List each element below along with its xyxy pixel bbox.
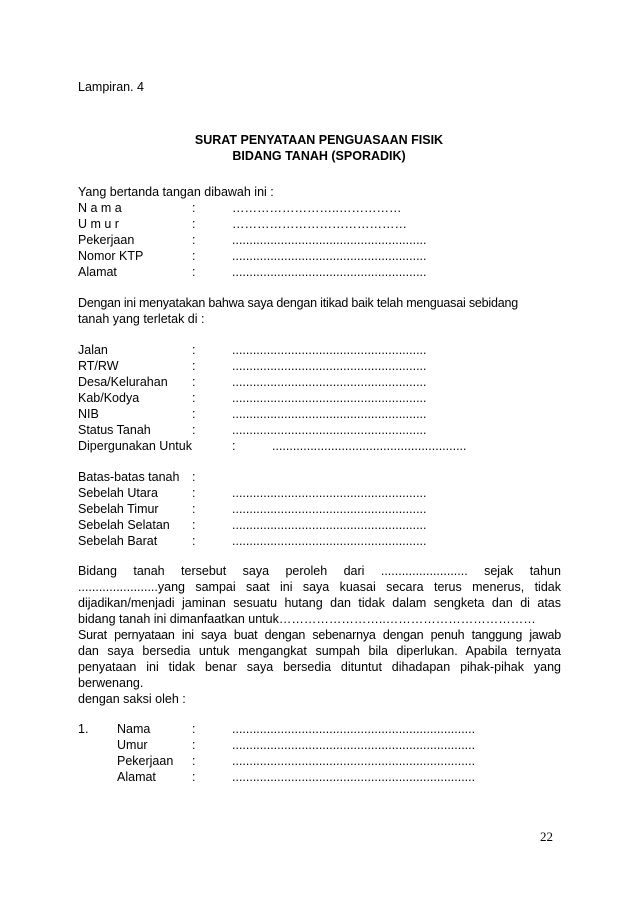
land-blank-village: ........................................................	[232, 375, 427, 389]
field-label-id-number: Nomor KTP	[78, 249, 144, 263]
land-blank-usage: ........................................................	[272, 439, 467, 453]
field-colon: :	[192, 375, 196, 389]
title-line-2: BIDANG TANAH (SPORADIK)	[232, 149, 406, 163]
land-label-usage: Dipergunakan Untuk	[78, 439, 192, 453]
title-line-1: SURAT PENYATAAN PENGUASAAN FISIK	[194, 133, 444, 147]
field-colon: :	[192, 518, 196, 532]
field-blank-age: ……………………………………	[232, 217, 407, 231]
witness-intro: dengan saksi oleh :	[78, 692, 186, 706]
signer-intro: Yang bertanda tangan dibawah ini :	[78, 185, 274, 199]
body-p2-line-4: berwenang.	[78, 676, 144, 690]
field-colon: :	[192, 754, 196, 768]
boundary-blank-east: ........................................................	[232, 502, 427, 516]
witness-label-age: Umur	[117, 738, 148, 752]
field-blank-id-number: ........................................................	[232, 249, 427, 263]
body-p1-line-3: dijadikan/menjadi jaminan sesuatu hutang dan tidak dalam sengketa dan di atas	[78, 596, 561, 610]
land-blank-status: ........................................................	[232, 423, 427, 437]
attachment-label: Lampiran. 4	[78, 80, 145, 94]
field-colon: :	[192, 738, 196, 752]
field-colon: :	[192, 217, 196, 231]
land-blank-rt-rw: ........................................................	[232, 359, 427, 373]
boundaries-heading: Batas-batas tanah	[78, 470, 180, 484]
field-colon: :	[232, 439, 236, 453]
boundary-blank-north: ........................................................	[232, 486, 427, 500]
field-colon: :	[192, 265, 196, 279]
witness-label-name: Nama	[117, 722, 151, 736]
field-colon: :	[192, 502, 196, 516]
land-label-regency: Kab/Kodya	[78, 391, 140, 405]
boundary-label-east: Sebelah Timur	[78, 502, 159, 516]
field-colon: :	[192, 534, 196, 548]
land-label-nib: NIB	[78, 407, 99, 421]
land-blank-regency: ........................................................	[232, 391, 427, 405]
land-label-status: Status Tanah	[78, 423, 151, 437]
witness-blank-name: ......................................................................	[232, 722, 476, 736]
field-colon: :	[192, 722, 196, 736]
body-p1-line-4: bidang tanah ini dimanfaatkan untuk……………………..………………………………	[78, 612, 536, 626]
field-colon: :	[192, 201, 196, 215]
witness-number: 1.	[78, 722, 89, 736]
field-blank-name: ……………………..……………	[232, 201, 402, 215]
land-label-village: Desa/Kelurahan	[78, 375, 168, 389]
field-colon: :	[192, 391, 196, 405]
boundary-label-north: Sebelah Utara	[78, 486, 158, 500]
field-label-address: Alamat	[78, 265, 117, 279]
witness-blank-address: ......................................................................	[232, 770, 476, 784]
boundary-label-west: Sebelah Barat	[78, 534, 158, 548]
land-blank-street: ........................................................	[232, 343, 427, 357]
field-colon: :	[192, 423, 196, 437]
land-label-rt-rw: RT/RW	[78, 359, 119, 373]
field-blank-occupation: ........................................................	[232, 233, 427, 247]
boundary-label-south: Sebelah Selatan	[78, 518, 170, 532]
field-colon: :	[192, 470, 196, 484]
land-label-street: Jalan	[78, 343, 108, 357]
witness-label-occupation: Pekerjaan	[117, 754, 174, 768]
boundary-blank-west: ........................................................	[232, 534, 427, 548]
boundary-blank-south: ........................................................	[232, 518, 427, 532]
field-colon: :	[192, 249, 196, 263]
field-colon: :	[192, 233, 196, 247]
body-p2-line-2: dan saya bersedia untuk mengangkat sumpah bila diperlukan. Apabila ternyata	[78, 644, 561, 658]
field-label-occupation: Pekerjaan	[78, 233, 135, 247]
witness-label-address: Alamat	[117, 770, 156, 784]
body-p2-line-1: Surat pernyataan ini saya buat dengan sebenarnya dengan penuh tanggung jawab	[78, 628, 561, 642]
field-label-name: N a m a	[78, 201, 122, 215]
witness-blank-age: ......................................................................	[232, 738, 476, 752]
land-blank-nib: ........................................................	[232, 407, 427, 421]
field-colon: :	[192, 486, 196, 500]
statement-line-1: Dengan ini menyatakan bahwa saya dengan itikad baik telah menguasai sebidang	[78, 296, 518, 310]
field-colon: :	[192, 343, 196, 357]
field-label-age: U m u r	[78, 217, 119, 231]
statement-line-2: tanah yang terletak di :	[78, 312, 205, 326]
body-p2-line-3: penyataan ini tidak benar saya bersedia dituntut dihadapan pihak-pihak yang	[78, 660, 561, 674]
field-colon: :	[192, 770, 196, 784]
field-blank-address: ........................................................	[232, 265, 427, 279]
body-p1-line-2: .......................yang sampai saat ini saya kuasai secara terus menerus, tidak	[78, 580, 561, 594]
field-colon: :	[192, 359, 196, 373]
body-p1-line-1: Bidang tanah tersebut saya peroleh dari ......................... sejak tahun	[78, 564, 561, 578]
page-number: 22	[540, 829, 553, 844]
field-colon: :	[192, 407, 196, 421]
witness-blank-occupation: ......................................................................	[232, 754, 476, 768]
